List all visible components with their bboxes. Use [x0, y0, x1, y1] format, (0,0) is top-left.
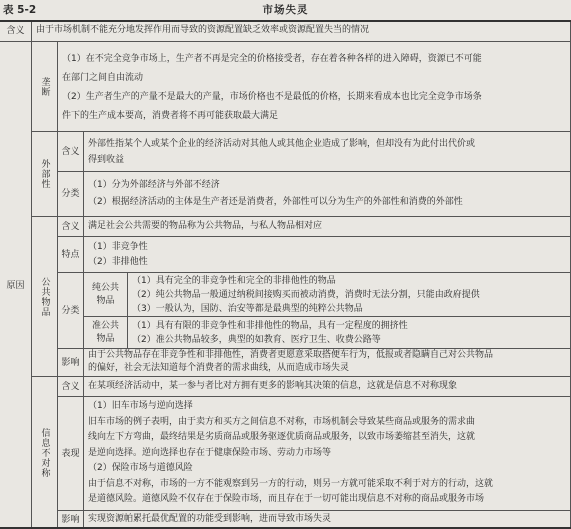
table-caption	[0, 2, 571, 18]
asymmetry-meaning-text: 在某项经济活动中，某一参与者比对方拥有更多的影响其决策的信息，这就是信息不对称现象	[84, 377, 571, 397]
pure-public-goods-text: （1）具有完全的非竞争性和完全的非排他性的物品 （2）纯公共物品一般通过纳税间接购买而被动消费，消费时无法分割，只能由政府提供 （3）一般认为，国防、治安等都是最典型的纯粹公共物品	[128, 273, 571, 317]
public-goods-impact-text: 由于公共物品存在非竞争性和非排他性，消费者更愿意采取搭便车行为，低报或者隐瞒自己对公共物品 的偏好，社会无法知道每个消费者的需求曲线，从而造成市场失灵	[84, 349, 571, 377]
causes-label: 原因	[0, 42, 32, 529]
meaning-text: 由于市场机制不能充分地发挥作用而导致的资源配置缺乏效率或资源配置失当的情况	[32, 20, 571, 42]
public-goods-meaning-text: 满足社会公共需要的物品称为公共物品，与私人物品相对应	[84, 217, 571, 237]
asymmetry-forms-label: 表现	[58, 397, 84, 511]
public-goods-impact-label: 影响	[58, 349, 84, 377]
asymmetry-meaning-label: 含义	[58, 377, 84, 397]
externality-types-text: （1）分为外部经济与外部不经济 （2）根据经济活动的主体是生产者还是消费者，外部性可以分为生产的外部性和消费的外部性	[84, 172, 571, 217]
public-goods-features-label: 特点	[58, 237, 84, 273]
quasi-public-goods-label: 准公共物品	[84, 317, 128, 349]
public-goods-features-text: （1）非竞争性 （2）非排他性	[84, 237, 571, 273]
externality-meaning-label: 含义	[58, 132, 84, 172]
monopoly-label: 垄断	[32, 42, 58, 132]
asymmetry-impact-label: 影响	[58, 511, 84, 529]
monopoly-text: （1）在不完全竞争市场上，生产者不再是完全的价格接受者，存在着各种各样的进入障碍，资源已不可能 在部门之间自由流动 （2）生产者生产的产量不是最大的产量，市场价格也不是最低的价格，长期来看成本也比完全竞争市场条 件下的生产成本要高，消费者将不再可能获取最大满足	[58, 42, 571, 132]
quasi-public-goods-text: （1）具有有限的非竞争性和非排他性的物品，具有一定程度的拥挤性 （2）准公共物品较多，典型的如教育、医疗卫生、收费公路等	[128, 317, 571, 349]
externality-meaning-text: 外部性指某个人或某个企业的经济活动对其他人或其他企业造成了影响，但却没有为此付出代价或 得到收益	[84, 132, 571, 172]
pure-public-goods-label: 纯公共物品	[84, 273, 128, 317]
public-goods-meaning-label: 含义	[58, 217, 84, 237]
public-goods-types-label: 分类	[58, 273, 84, 349]
externality-label: 外部性	[32, 132, 58, 217]
asymmetry-forms-text: （1）旧车市场与逆向选择 旧车市场的例子表明，由于卖方和买方之间信息不对称，市场机制会导致某些商品或服务的需求曲 线向左下方弯曲，最终结果是劣质商品或服务驱逐优质商品或服务，以致市场萎缩甚至消失，这就 是逆向选择。逆向选择也存在于健康保险市场、劳动力市场等 （2）保险市场与道德风险 由于信息不对称，市场的一方不能观察到另一方的行动，则另一方就可能采取不利于对方的行动，这就 是道德风险。道德风险不仅存在于保险市场，而且存在于一切可能出现信息不对称的商品或服务市场	[84, 397, 571, 511]
public-goods-label: 公共物品	[32, 217, 58, 377]
externality-types-label: 分类	[58, 172, 84, 217]
market-failure-table	[0, 20, 571, 529]
table-title: 市场失灵	[262, 4, 309, 16]
table-number: 表 5-2	[3, 4, 37, 16]
asymmetry-impact-text: 实现资源帕累托最优配置的功能受到影响，进而导致市场失灵	[84, 511, 571, 529]
meaning-label: 含义	[0, 20, 32, 42]
asymmetry-label: 信息不对称	[32, 377, 58, 529]
